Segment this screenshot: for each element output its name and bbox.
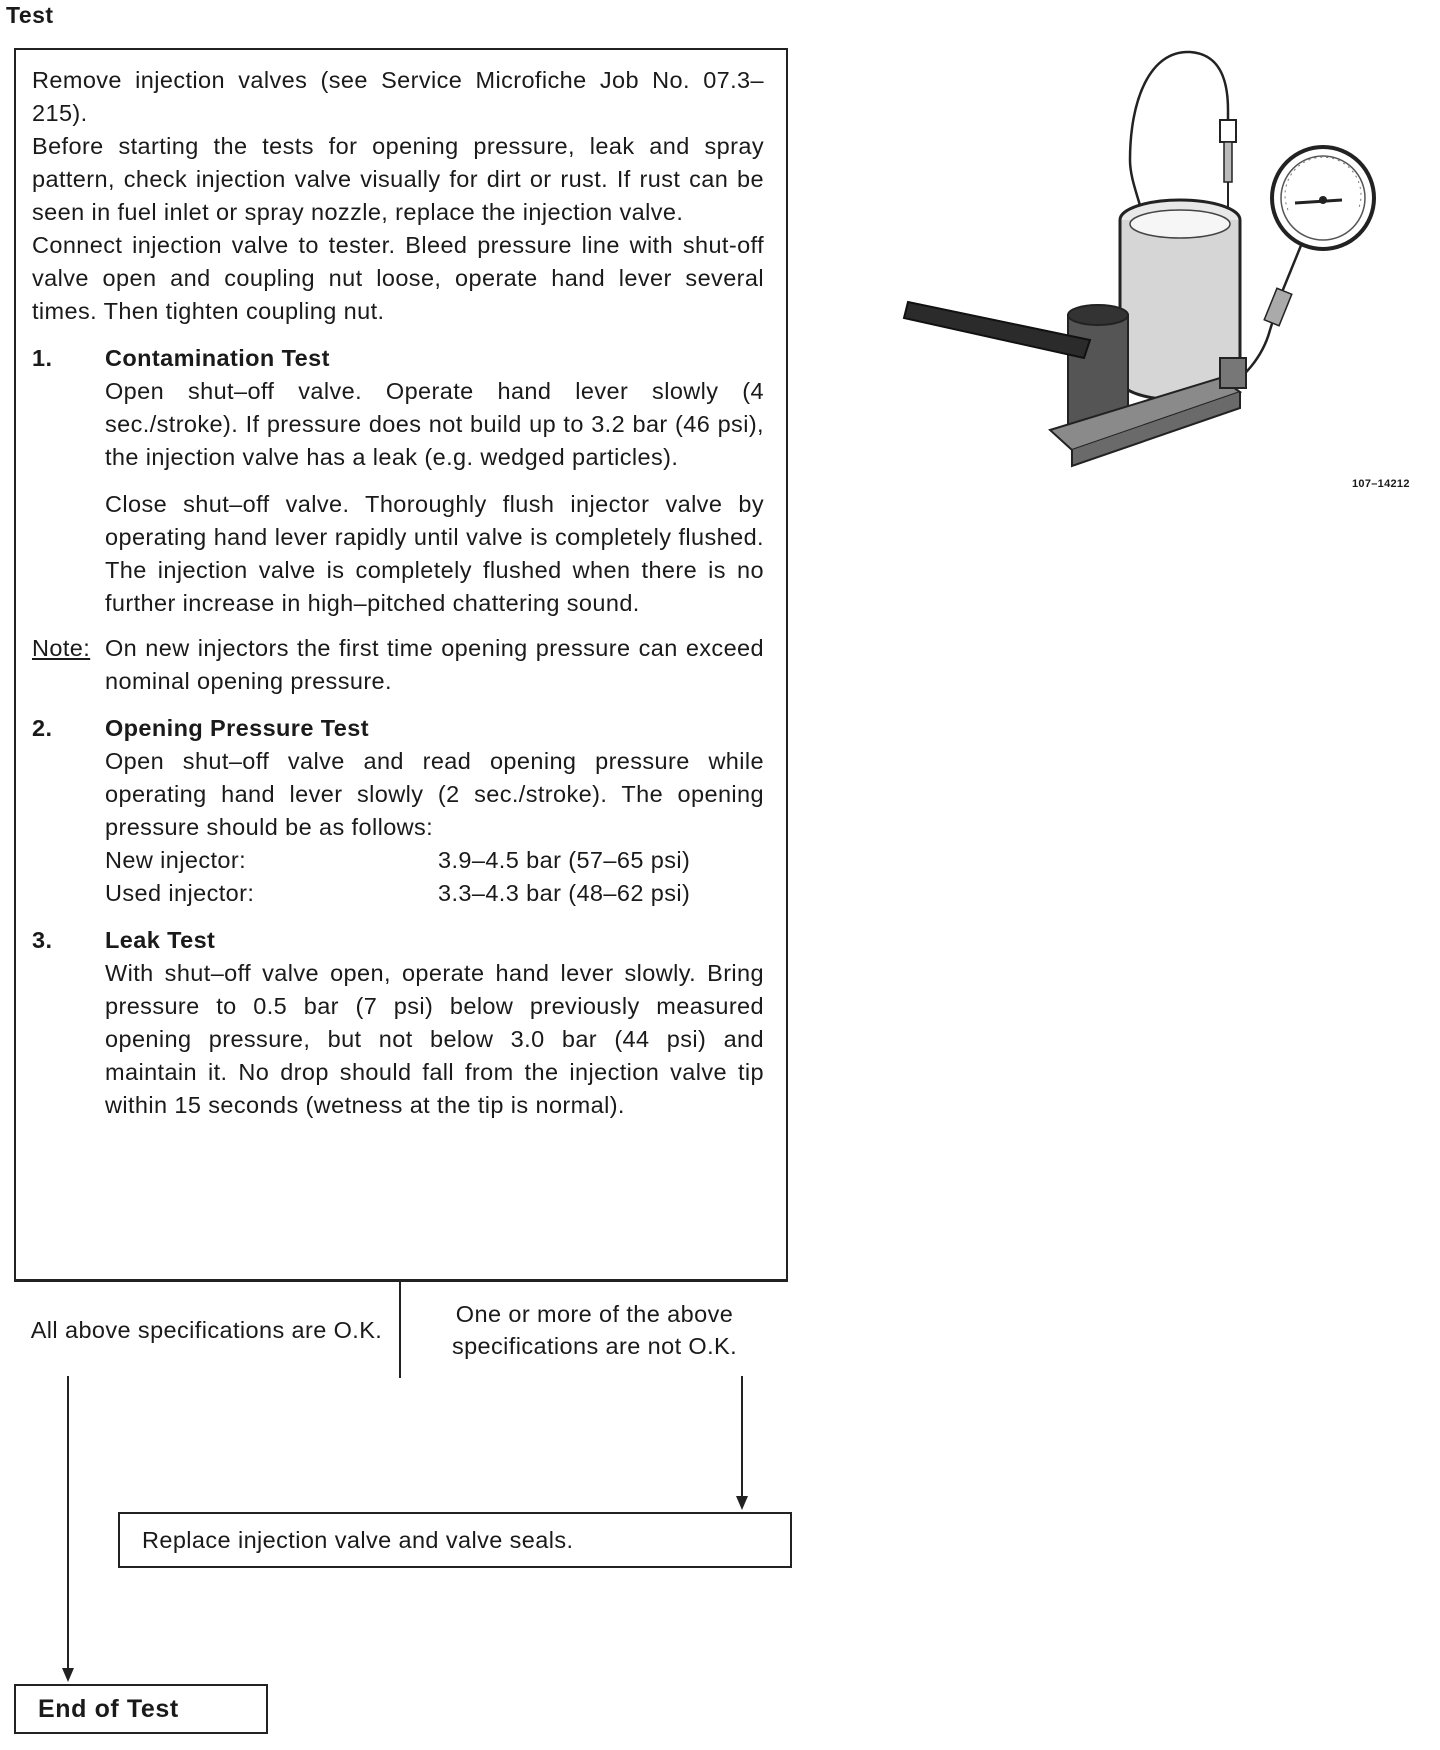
step-number: 1.: [32, 345, 53, 371]
injector-tester-illustration: [890, 40, 1430, 500]
spec-value: 3.9–4.5 bar (57–65 psi): [438, 847, 691, 873]
outcome-row: [14, 1280, 788, 1376]
step-heading: Leak Test: [105, 927, 216, 953]
procedure-text: [32, 64, 764, 1122]
spec-value: 3.3–4.3 bar (48–62 psi): [438, 880, 691, 906]
spec-row-used-injector: [105, 877, 764, 910]
outcome-ok: All above specifications are O.K.: [14, 1282, 401, 1378]
note: [32, 632, 764, 698]
page-title: Test: [6, 2, 54, 28]
arrowhead-not-ok: [736, 1496, 748, 1510]
spec-label: Used injector:: [105, 880, 255, 906]
end-of-test-box: End of Test: [14, 1684, 268, 1734]
step-text: Open shut–off valve and read opening pressure while operating hand lever slowly (2 sec./stroke). The opening pressure should be as follows:: [105, 748, 764, 840]
outcome-not-ok: One or more of the above specifications are not O.K.: [451, 1301, 738, 1359]
spec-label: New injector:: [105, 847, 247, 873]
replace-valve-box: Replace injection valve and valve seals.: [118, 1512, 792, 1568]
step-number: 3.: [32, 927, 53, 953]
spec-row-new-injector: [105, 844, 764, 877]
note-label: Note:: [32, 635, 91, 661]
figure-code: 107–14212: [1352, 478, 1410, 490]
step-text: With shut–off valve open, operate hand lever slowly. Bring pressure to 0.5 bar (7 psi) below previously measured opening pressure, but not below 3.0 bar (44 psi) and maintain it. No drop should fall from the injection valve tip within 15 seconds (wetness at the tip is normal).: [105, 960, 764, 1118]
step-heading: Contamination Test: [105, 345, 330, 371]
step-leak-test: [32, 924, 764, 1122]
intro-paragraph-3: Connect injection valve to tester. Bleed pressure line with shut-off valve open and coupling nut loose, operate hand lever several times. Then tighten coupling nut.: [32, 232, 764, 324]
note-text: On new injectors the first time opening pressure can exceed nominal opening pressure.: [105, 635, 764, 694]
step-number: 2.: [32, 715, 53, 741]
arrowhead-ok: [62, 1668, 74, 1682]
step-contamination-test: [32, 342, 764, 620]
step-opening-pressure-test: [32, 712, 764, 910]
intro-paragraph-2: Before starting the tests for opening pressure, leak and spray pattern, check injection valve visually for dirt or rust. If rust can be seen in fuel inlet or spray nozzle, replace the injection valve.: [32, 133, 764, 225]
intro-paragraph-1: Remove injection valves (see Service Microfiche Job No. 07.3–215).: [32, 67, 764, 126]
step-text-continued: Close shut–off valve. Thoroughly flush injector valve by operating hand lever rapidly until valve is completely flushed. The injection valve is completely flushed when there is no further increase in high–pitched chattering sound.: [105, 491, 764, 616]
step-heading: Opening Pressure Test: [105, 715, 369, 741]
step-text: Open shut–off valve. Operate hand lever slowly (4 sec./stroke). If pressure does not build up to 3.2 bar (46 psi), the injection valve has a leak (e.g. wedged particles).: [105, 378, 764, 470]
